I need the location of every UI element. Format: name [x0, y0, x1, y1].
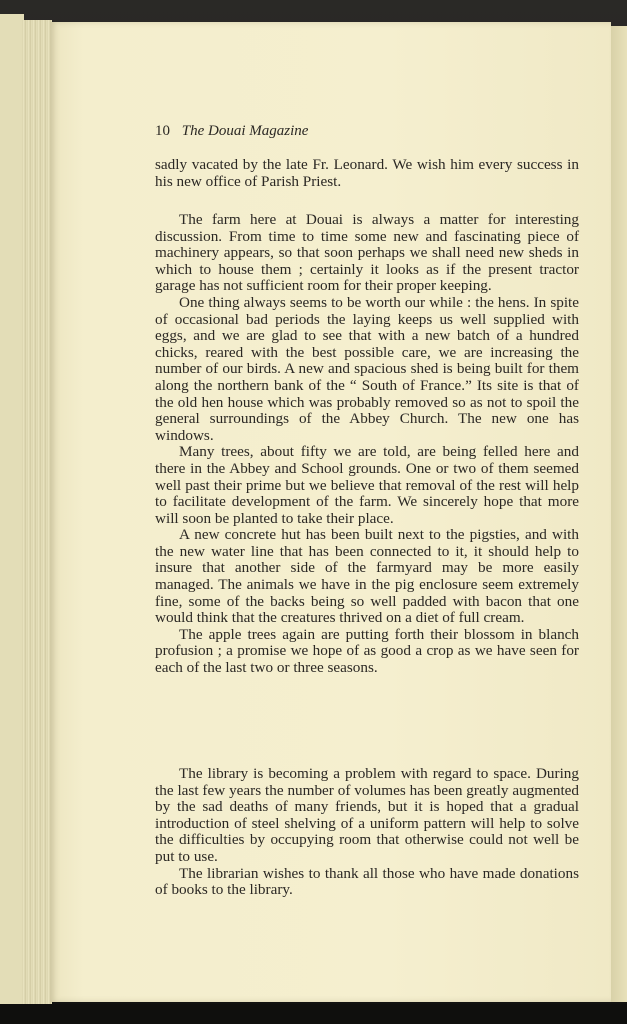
paragraph: The apple trees again are putting forth their blossom in blanch profusion ; a promise we hope of as good a crop as we have seen for each of the last two or three seasons. [155, 625, 579, 677]
paragraph: The library is becoming a problem with regard to space. During the last few years the number of volumes has been greatly augmented by the sad deaths of many friends, but it is hoped that a gradual introduction of steel shelving of a uniform pattern will help to solve the difficulties by occupying room that otherwise could not well be put to use. [155, 765, 579, 865]
page-number: 10 [155, 123, 170, 139]
paragraph: The librarian wishes to thank all those who have made donations of books to the library. [155, 864, 579, 899]
paragraph: sadly vacated by the late Fr. Leonard. We wish him every success in his new office of Parish Priest. [155, 156, 579, 190]
paragraph: A new concrete hut has been built next to the pigsties, and with the new water line that has been connected to it, it should help to insure that another side of the farmyard may be more easily managed. The animals we have in the pig enclosure seem extremely fine, some of the backs being so well padded with bacon that one would think that the creatures thrived on a diet of full cream. [155, 526, 579, 627]
facing-page-edge [0, 14, 24, 1010]
text-section-1 [155, 157, 579, 190]
paragraph: One thing always seems to be worth our while : the hens. In spite of occasional bad periods the laying keeps us well supplied with eggs, and we are glad to see that with a new batch of a hundred chicks, reared with the best possible care, we are increasing the number of our birds. A new and spacious shed is being built for them along the northern bank of the “ South of France.” Its site is that of the old hen house which was probably removed so as not to spoil the general surroundings of the Abbey Church. The new one has windows. [155, 293, 579, 444]
page-right-gutter [611, 26, 627, 1002]
running-header [155, 123, 308, 140]
book-bottom-edge [0, 1004, 627, 1024]
text-section-3 [155, 766, 579, 899]
paragraph: Many trees, about fifty we are told, are being felled here and there in the Abbey and School grounds. One or two of them seemed well past their prime but we believe that removal of the rest will help to facilitate development of the farm. We sincerely hope that more will soon be planted to take their place. [155, 443, 579, 527]
text-section-2 [155, 212, 579, 677]
page-stack-edges [22, 20, 52, 1004]
magazine-title: The Douai Magazine [181, 123, 309, 139]
paragraph: The farm here at Douai is always a matter for interesting discussion. From time to time some new and fascinating piece of machinery appears, so that soon perhaps we shall need new sheds in which to house them ; certainly it looks as if the present tractor garage has not sufficient room for their proper keeping. [155, 211, 579, 295]
